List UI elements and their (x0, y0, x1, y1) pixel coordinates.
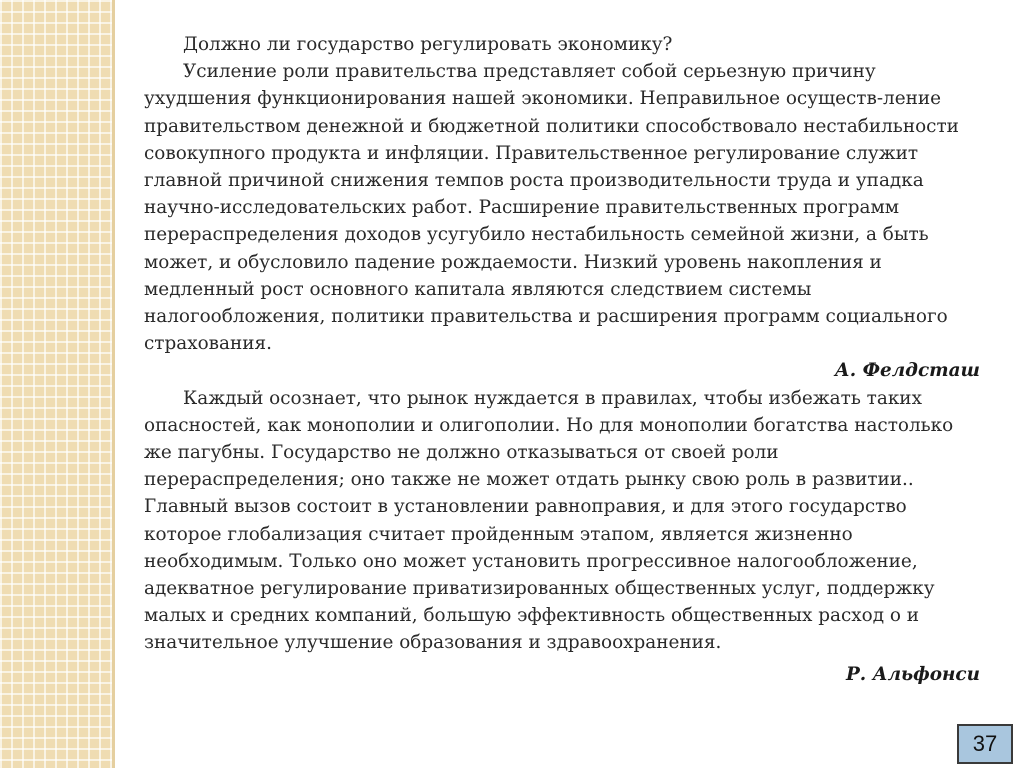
paragraph-alfonsi: Каждый осознает, что рынок нуждается в правилах, чтобы избежать таких опасностей, как монополии и олигополии. Но для монополии богатства настолько же пагубны. Государство не должно отказываться от своей роли перераспределения; оно также не может отдать рынку свою роль в развитии.. Главный вызов состоит в установлении равноправия, и для этого государство которое глобализация считает пройденным этапом, является жизненно необходимым. Только оно может установить прогрессивное налогообложение, адекватное регулирование приватизированных общественных услуг, поддержку малых и средних компаний, большую эффективность общественных расход о и значительное улучшение образования и здравоохранения. (144, 387, 954, 654)
decorative-side-pattern (0, 0, 112, 768)
question-heading: Должно ли государство регулировать экономику? (183, 34, 673, 55)
page-number-badge: 37 (957, 724, 1013, 764)
slide-text-body (144, 31, 980, 688)
author-alfonsi: Р. Альфонси (845, 663, 980, 685)
author-feldstein: А. Фелдсташ (834, 360, 980, 382)
paragraph-feldstein: Усиление роли правительства представляет собой серьезную причину ухудшения функционирования нашей экономики. Неправильное осуществ-ление правительством денежной и бюджетной политики способствовало нестабильности совокупного продукта и инфляции. Правительственное регулирование служит главной причиной снижения темпов роста производительности труда и упадка научно-исследовательских работ. Расширение правительственных программ перераспределения доходов усугубило нестабильность семейной жизни, а быть может, и обусловило падение рождаемости. Низкий уровень накопления и медленный рост основного капитала являются следствием системы налогообложения, политики правительства и расширения программ социального страхования. (144, 61, 959, 355)
pattern-edge-divider (112, 0, 115, 768)
